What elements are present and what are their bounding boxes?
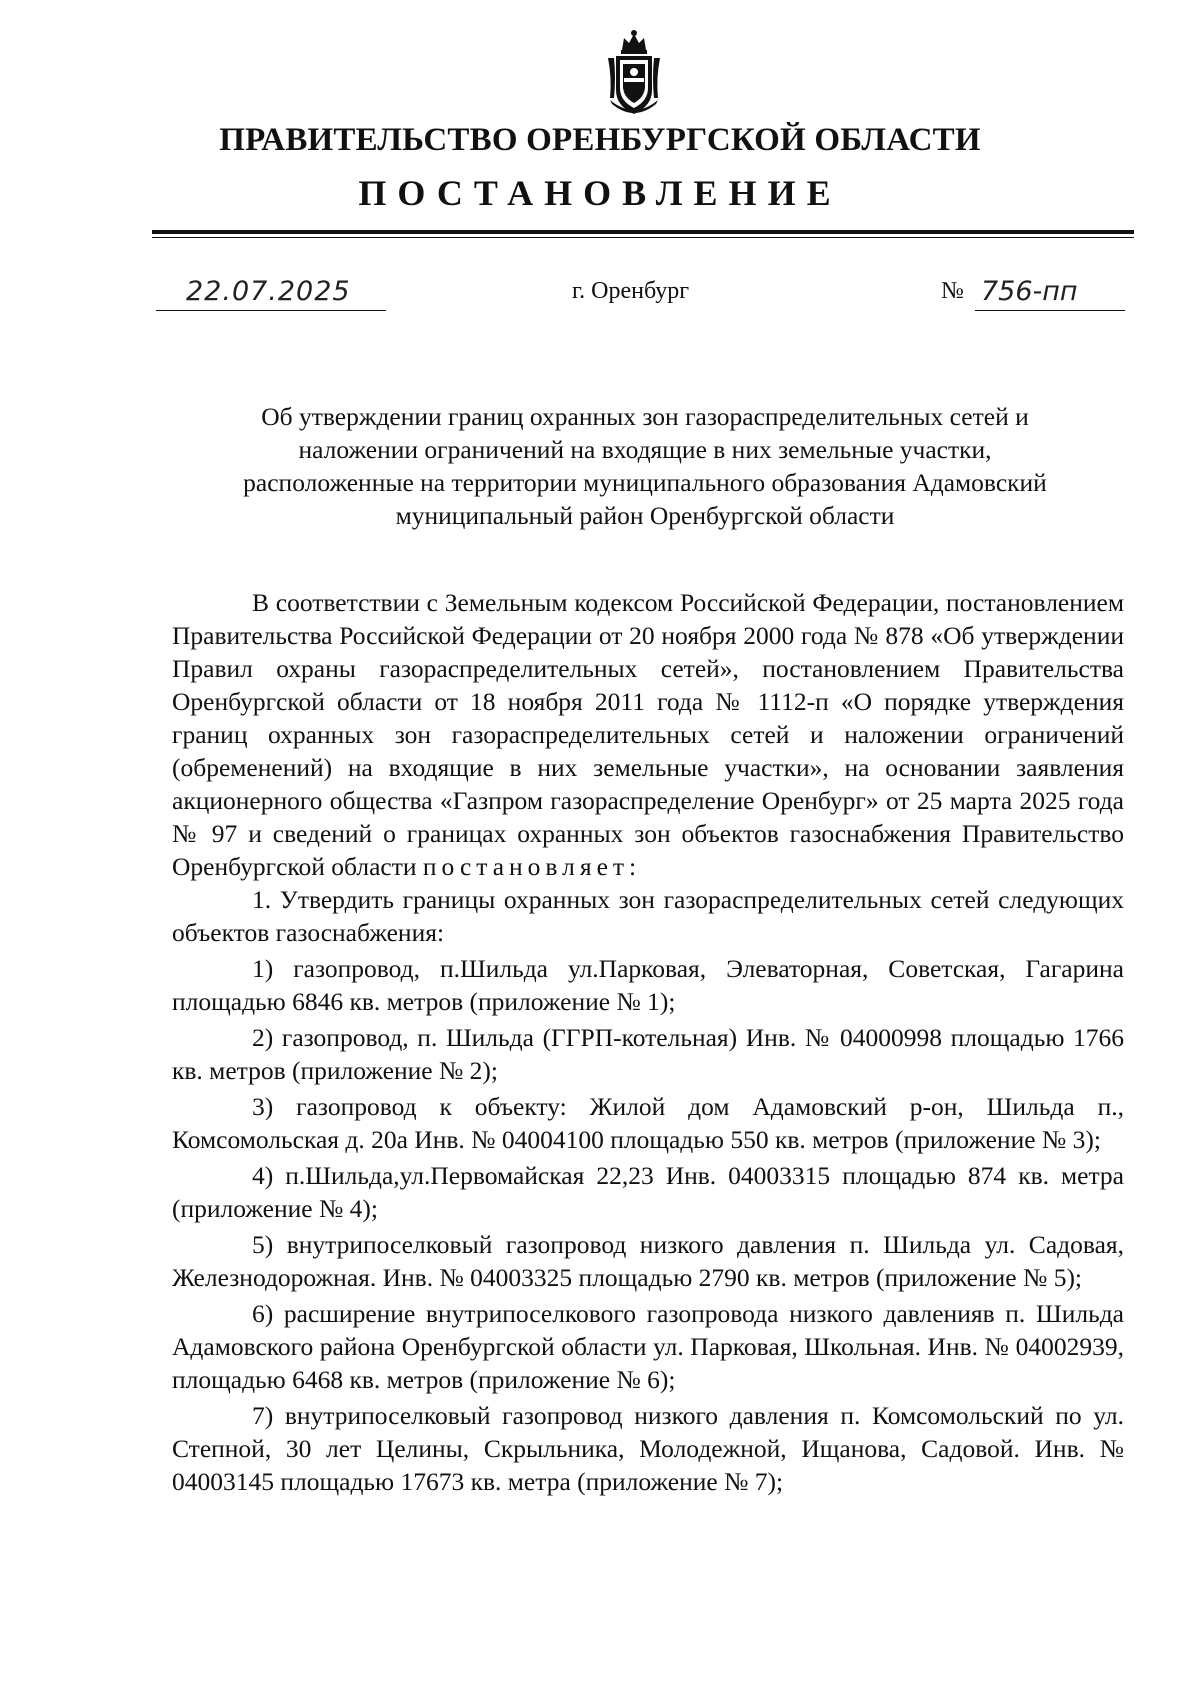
subject-line: Об утверждении границ охранных зон газораспределительных сетей и — [261, 402, 1029, 431]
header-rule-thin — [152, 237, 1134, 238]
preamble-paragraph — [172, 586, 1124, 883]
clause-1: 1. Утвердить границы охранных зон газораспределительных сетей следующих объектов газоснабжения: — [172, 885, 1124, 947]
coat-of-arms-icon — [602, 28, 666, 120]
document-type: ПОСТАНОВЛЕНИЕ — [358, 173, 842, 213]
list-item: 7) внутрипоселковый газопровод низкого давления п. Комсомольский по ул. Степной, 30 лет Целины, Скрыльника, Молодежной, Ищанова, Садовой. Инв. № 04003145 площадью 17673 кв. метра (приложение № 7); — [172, 1401, 1124, 1496]
header-rule-thick — [152, 230, 1134, 234]
document-body — [172, 586, 1124, 1498]
number-label: № — [941, 278, 964, 304]
resolves-word: постановляет: — [422, 852, 642, 881]
subject-line: наложении ограничений на входящие в них земельные участки, — [298, 435, 992, 464]
subject-line: расположенные на территории муниципального образования Адамовский — [243, 468, 1047, 497]
preamble-text: В соответствии с Земельным кодексом Российской Федерации, постановлением Правительства Российской Федерации от 20 ноября 2000 года № 878 «Об утверждении Правил охраны газораспределительных сетей», постановлением Правительства Оренбургской области от 18 ноября 2011 года № 1112-п «О порядке утверждения границ охранных зон газораспределительных сетей и наложении ограничений (обременений) на входящие в них земельные участки», на основании заявления акционерного общества «Газпром газораспределение Оренбург» от 25 марта 2025 года № 97 и сведений о границах охранных зон объектов газоснабжения Правительство Оренбургской области — [172, 588, 1124, 881]
list-item: 5) внутрипоселковый газопровод низкого давления п. Шильда ул. Садовая, Железнодорожная. Инв. № 04003325 площадью 2790 кв. метров (приложение № 5); — [172, 1230, 1124, 1292]
list-item: 2) газопровод, п. Шильда (ГГРП-котельная) Инв. № 04000998 площадью 1766 кв. метров (приложение № 2); — [172, 1023, 1124, 1085]
handwritten-date: 22.07.2025 — [186, 276, 351, 307]
subject-line: муниципальный район Оренбургской области — [395, 501, 895, 530]
handwritten-number: 756-пп — [981, 276, 1078, 307]
city: г. Оренбург — [572, 278, 690, 304]
list-item: 6) расширение внутрипоселкового газопровода низкого давленияв п. Шильда Адамовского района Оренбургской области ул. Парковая, Школьная. Инв. № 04002939, площадью 6468 кв. метров (приложение № 6); — [172, 1299, 1124, 1394]
government-title: ПРАВИТЕЛЬСТВО ОРЕНБУРГСКОЙ ОБЛАСТИ — [219, 122, 981, 158]
list-item: 4) п.Шильда,ул.Первомайская 22,23 Инв. 04003315 площадью 874 кв. метра (приложение № 4); — [172, 1161, 1124, 1223]
number-field — [975, 278, 1125, 311]
list-item: 1) газопровод, п.Шильда ул.Парковая, Элеваторная, Советская, Гагарина площадью 6846 кв. метров (приложение № 1); — [172, 954, 1124, 1016]
document-subject — [160, 400, 1130, 532]
list-item: 3) газопровод к объекту: Жилой дом Адамовский р-он, Шильда п., Комсомольская д. 20а Инв. № 04004100 площадью 550 кв. метров (приложение № 3); — [172, 1092, 1124, 1154]
date-field — [156, 278, 386, 311]
